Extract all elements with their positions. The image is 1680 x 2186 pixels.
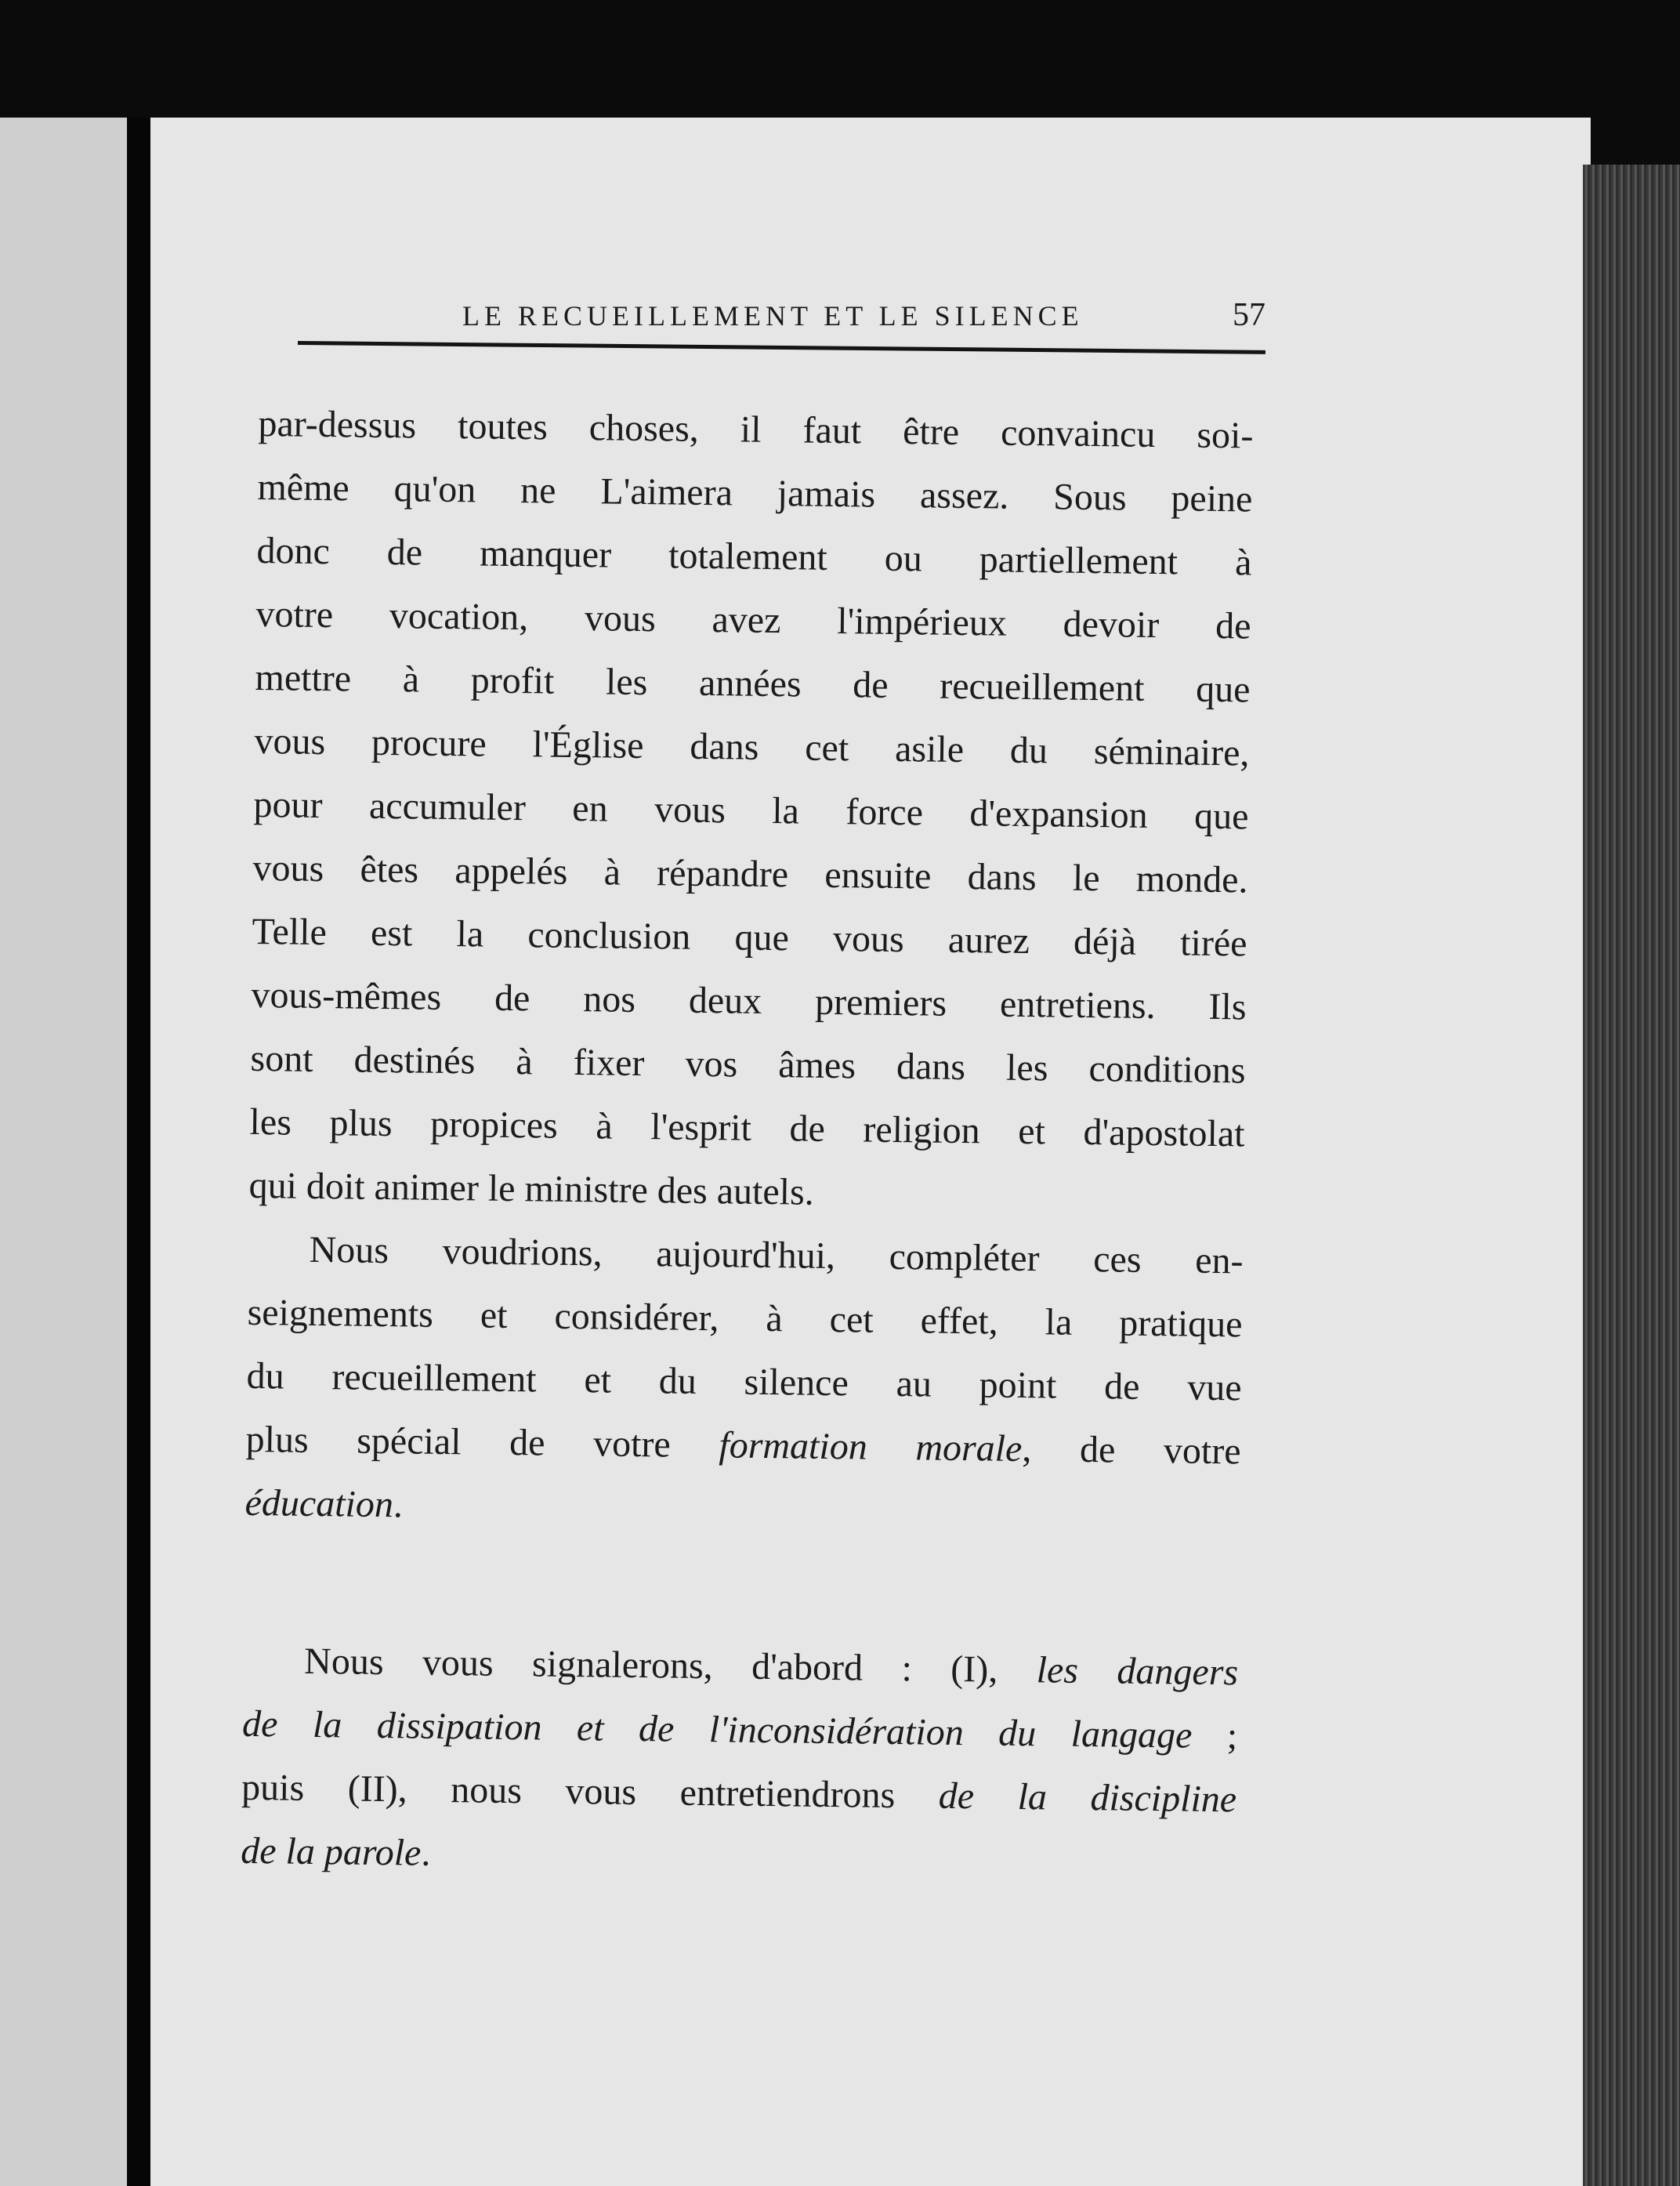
text-line — [245, 1408, 1241, 1484]
text-line: seignements et considérer, à cet effet, la pratique — [247, 1291, 1243, 1346]
text-run: . — [421, 1832, 431, 1874]
paragraph-1 — [248, 392, 1254, 1229]
text-line: votre vocation, vous avez l'impérieux devoir de — [255, 593, 1251, 647]
text-run: plus spécial de votre — [245, 1418, 719, 1466]
text-line: Nous voudrions, aujourd'hui, compléter ces en- — [309, 1228, 1244, 1282]
text-line — [243, 1629, 1239, 1705]
section-gap — [244, 1535, 1240, 1641]
italic-run: de la dissipation et de l'inconsidération du langage — [241, 1702, 1193, 1756]
italic-run: éducation — [244, 1481, 394, 1526]
text-run: ; — [1192, 1714, 1238, 1757]
page-body — [241, 392, 1254, 1894]
italic-run: les dangers — [1036, 1649, 1239, 1694]
text-run: puis (II), nous vous entretiendrons — [241, 1766, 940, 1817]
text-line: par-dessus toutes choses, il faut être convaincu soi- — [258, 402, 1254, 457]
text-line: vous-mêmes de nos deux premiers entretiens. Ils — [251, 973, 1247, 1028]
paragraph-3 — [241, 1629, 1239, 1894]
text-run: Nous vous signalerons, d'abord : (I), — [303, 1640, 1037, 1691]
text-line: donc de manquer totalement ou partiellement à — [256, 529, 1252, 584]
paragraph-2 — [244, 1217, 1244, 1546]
page-header — [298, 290, 1265, 337]
text-line — [241, 1819, 1236, 1895]
text-line — [244, 1471, 1240, 1547]
text-line: les plus propices à l'esprit de religion et d'apostolat — [249, 1100, 1245, 1155]
text-run: . — [393, 1484, 404, 1526]
text-line: vous procure l'Église dans cet asile du séminaire, — [254, 720, 1250, 774]
italic-run: de la parole — [240, 1829, 422, 1874]
text-line: sont destinés à fixer vos âmes dans les conditions — [250, 1037, 1246, 1092]
text-line — [241, 1756, 1237, 1832]
italic-run: de la discipline — [938, 1775, 1237, 1821]
text-line: vous êtes appelés à répandre ensuite dans le monde. — [252, 846, 1248, 901]
running-title: LE RECUEILLEMENT ET LE SILENCE — [462, 300, 1084, 332]
page-stack-edge — [1583, 165, 1680, 2186]
text-line — [242, 1692, 1238, 1768]
previous-page-edge — [0, 118, 129, 2186]
page-number: 57 — [1233, 297, 1265, 333]
text-line: Telle est la conclusion que vous aurez déjà tirée — [252, 910, 1247, 965]
text-line: même qu'on ne L'aimera jamais assez. Sous peine — [257, 466, 1253, 520]
text-line: pour accumuler en vous la force d'expansion que — [253, 783, 1249, 838]
italic-run: formation morale — [719, 1424, 1023, 1470]
text-line: du recueillement et du silence au point de vue — [246, 1354, 1242, 1409]
book-gutter — [127, 118, 150, 2186]
text-run: , de votre — [1022, 1428, 1241, 1473]
text-line: qui doit animer le ministre des autels. — [248, 1164, 815, 1213]
text-line: mettre à profit les années de recueillement que — [255, 656, 1251, 711]
